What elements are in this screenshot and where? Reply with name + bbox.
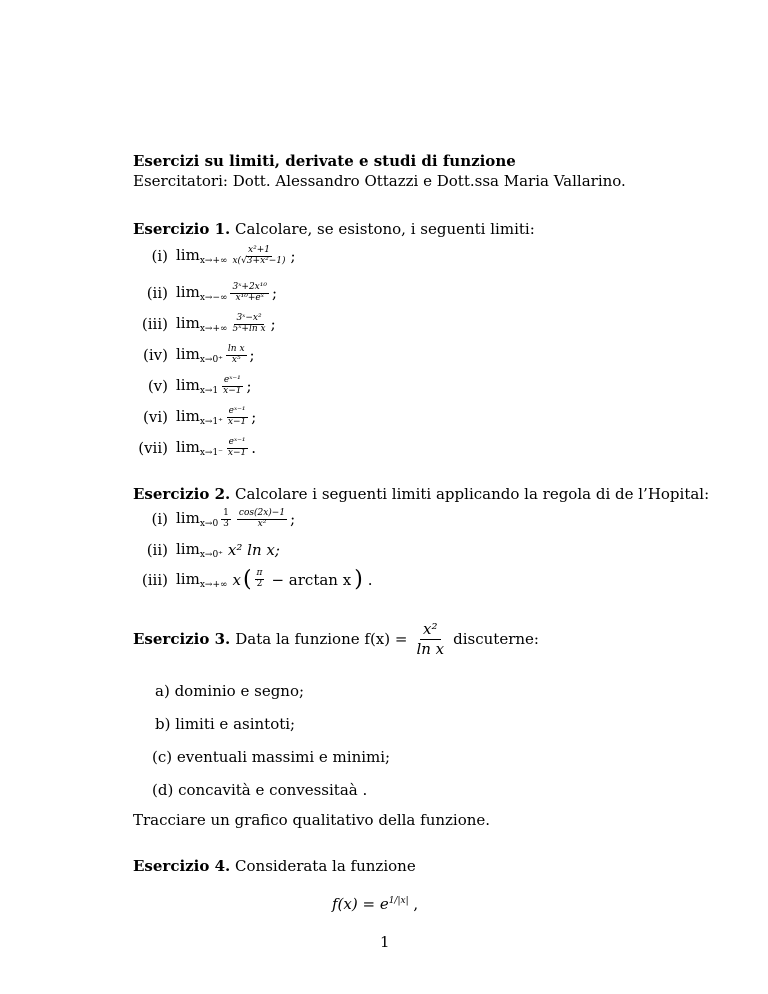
limit-operator: $\lim_{x\to+\infty}$ bbox=[176, 569, 228, 590]
exercise-2-label: Esercizio 2. bbox=[133, 485, 231, 503]
ex1-item-vi: (vi) $\lim_{x\to 1^+}$ $\frac{\text{eˣ⁻¹}}{x-1}$ ; bbox=[143, 406, 257, 428]
authors-line: Esercitatori: Dott. Alessandro Ottazzi e Dott.ssa Maria Vallarino. bbox=[133, 172, 626, 190]
limit-operator: $\lim_{x\to+\infty}$ bbox=[176, 314, 228, 335]
ex3-closing: Tracciare un grafico qualitativo della funzione. bbox=[133, 811, 491, 829]
pi-half-fraction: $\frac{\pi}{2}$ bbox=[256, 568, 263, 589]
limit-operator: $\lim_{x\to 1}$ bbox=[176, 376, 219, 397]
item-number: (i) bbox=[151, 247, 168, 266]
limit-operator: $\lim_{x\to 1^-}$ bbox=[176, 438, 223, 459]
ex4-formula: $f(x) = e^{1/|x|}$ , bbox=[332, 895, 419, 913]
limit-operator: $\lim_{x\to 1^+}$ bbox=[176, 407, 223, 428]
document-title: Esercizi su limiti, derivate e studi di funzione bbox=[133, 152, 516, 170]
limit-operator: $\lim_{x\to 0}$ bbox=[176, 509, 219, 530]
limit-fraction: $\frac{\text{eˣ⁻¹}}{x-1}$ bbox=[223, 375, 242, 396]
exercise-4-text: Considerata la funzione bbox=[235, 857, 416, 875]
ex3-item-b: b) limiti e asintoti; bbox=[155, 715, 296, 733]
ex1-item-i: (i) $\lim_{x\to+\infty}$ $\frac{\text{x²+1}}{\text{x(√3+x²−1)}}$ ; bbox=[122, 246, 296, 267]
limit-fraction: $\frac{\cos(2x)-1}{\text{x²}}$ bbox=[238, 508, 286, 529]
exercise-2-heading bbox=[133, 485, 709, 503]
ex1-item-v: (v) $\lim_{x\to 1}$ $\frac{\text{eˣ⁻¹}}{x-1}$ ; bbox=[147, 375, 252, 397]
exercise-1-label: Esercizio 1. bbox=[133, 220, 231, 238]
ex1-item-iv: (iv) $\lim_{x\to 0^+}$ $\frac{\text{ln x}}{\text{x⁵}}$ ; bbox=[143, 344, 255, 366]
limit-fraction: $\frac{\text{x²+1}}{\text{x(√3+x²−1)}}$ bbox=[232, 245, 286, 266]
limit-fraction: $\frac{\text{eˣ⁻¹}}{x-1}$ bbox=[227, 437, 247, 458]
exercise-1-heading bbox=[133, 220, 535, 238]
coefficient-fraction: $\frac{1}{3}$ bbox=[223, 508, 229, 529]
open-paren: ( bbox=[242, 567, 252, 592]
ex1-item-ii: (ii) $\lim_{x\to-\infty}$ $\frac{\text{3ˣ+2x¹⁰}}{\text{x¹⁰+eˣ}}$ ; bbox=[146, 282, 278, 304]
ex2-item-i: (i) $\lim_{x\to 0}$ $\frac{1}{3}$ $\frac{\cos(2x)-1}{\text{x²}}$ ; bbox=[151, 508, 296, 530]
page-number: 1 bbox=[380, 933, 390, 951]
limit-operator: $\lim_{x\to 0^+}$ bbox=[176, 345, 223, 366]
exercise-1-text: Calcolare, se esistono, i seguenti limiti: bbox=[235, 220, 535, 238]
limit-fraction: $\frac{\text{eˣ⁻¹}}{x-1}$ bbox=[227, 406, 247, 427]
exercise-3-text: Data la funzione f(x) = bbox=[235, 630, 408, 649]
limit-operator: $\lim_{x\to-\infty}$ bbox=[176, 283, 228, 304]
exercise-3-heading: Esercizio 3. Data la funzione f(x) = $\frac{\text{x²}}{\text{ln x}}$ discuterne: bbox=[133, 620, 539, 658]
ex2-item-ii: (ii) $\lim_{x\to 0^+}$ x² ln x; bbox=[146, 540, 280, 560]
limit-operator: $\lim_{x\to+\infty}$ bbox=[176, 246, 228, 267]
ex1-item-iii: (iii) $\lim_{x\to+\infty}$ $\frac{\text{3ˣ−x²}}{\text{5ˣ+ln x}}$ ; bbox=[141, 313, 276, 335]
close-paren: ) bbox=[354, 567, 363, 592]
exercise-4-heading bbox=[133, 857, 416, 875]
ex3-item-d: (d) concavità e convessitaà . bbox=[152, 781, 368, 799]
exercise-2-text: Calcolare i seguenti limiti applicando la regola di de l’Hopital: bbox=[235, 485, 710, 503]
limit-expression: x² ln x; bbox=[227, 541, 280, 559]
ex3-item-a: a) dominio e segno; bbox=[155, 682, 305, 700]
exercise-3-label: Esercizio 3. bbox=[133, 630, 231, 649]
ex2-item-iii: (iii) $\lim_{x\to+\infty}$ x ( $\frac{\pi}{2}$ − arctan x ) . bbox=[141, 567, 373, 592]
limit-fraction: $\frac{\text{3ˣ+2x¹⁰}}{\text{x¹⁰+eˣ}}$ bbox=[232, 282, 267, 303]
limit-fraction: $\frac{\text{3ˣ−x²}}{\text{5ˣ+ln x}}$ bbox=[232, 313, 266, 334]
ex3-item-c: (c) eventuali massimi e minimi; bbox=[152, 748, 391, 766]
limit-operator: $\lim_{x\to 0^+}$ bbox=[176, 540, 223, 560]
function-fraction: $\frac{\text{x²}}{\text{ln x}}$ bbox=[416, 620, 445, 658]
limit-fraction: $\frac{\text{ln x}}{\text{x⁵}}$ bbox=[227, 344, 245, 365]
ex1-item-vii: (vii) $\lim_{x\to 1^-}$ $\frac{\text{eˣ⁻¹}}{x-1}$ . bbox=[138, 437, 257, 459]
exercise-4-label: Esercizio 4. bbox=[133, 857, 231, 875]
